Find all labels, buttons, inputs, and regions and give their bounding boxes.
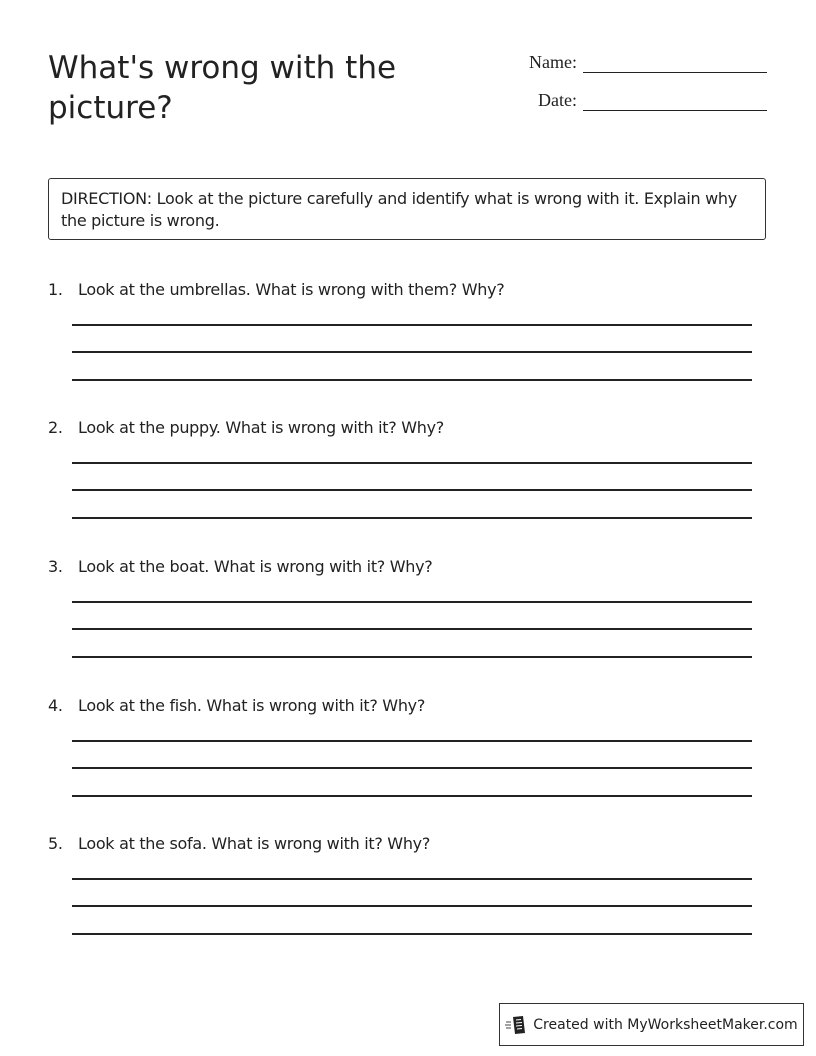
answer-line[interactable] bbox=[72, 489, 752, 491]
page-title: What's wrong with the picture? bbox=[48, 50, 397, 126]
answer-line[interactable] bbox=[72, 656, 752, 658]
question-3 bbox=[48, 556, 768, 578]
answer-line[interactable] bbox=[72, 351, 752, 353]
answer-line[interactable] bbox=[72, 767, 752, 769]
answer-line[interactable] bbox=[72, 933, 752, 935]
question-text: Look at the puppy. What is wrong with it? Why? bbox=[78, 418, 444, 437]
answer-line[interactable] bbox=[72, 324, 752, 326]
question-5 bbox=[48, 833, 768, 855]
question-2 bbox=[48, 417, 768, 439]
worksheet-logo-icon bbox=[505, 1014, 527, 1036]
name-field bbox=[500, 52, 767, 73]
answer-line[interactable] bbox=[72, 905, 752, 907]
question-4 bbox=[48, 695, 768, 717]
question-text: Look at the fish. What is wrong with it? Why? bbox=[78, 696, 426, 715]
name-label: Name: bbox=[529, 52, 577, 72]
footer-text: Created with MyWorksheetMaker.com bbox=[533, 1016, 798, 1033]
answer-line[interactable] bbox=[72, 878, 752, 880]
question-text: Look at the umbrellas. What is wrong with them? Why? bbox=[78, 280, 505, 299]
answer-line[interactable] bbox=[72, 601, 752, 603]
answer-line[interactable] bbox=[72, 379, 752, 381]
date-blank-line[interactable] bbox=[583, 96, 767, 111]
footer-credit bbox=[499, 1003, 804, 1046]
question-text: Look at the sofa. What is wrong with it? Why? bbox=[78, 834, 431, 853]
question-1 bbox=[48, 279, 768, 301]
answer-line[interactable] bbox=[72, 795, 752, 797]
answer-line[interactable] bbox=[72, 462, 752, 464]
answer-line[interactable] bbox=[72, 740, 752, 742]
question-text: Look at the boat. What is wrong with it? Why? bbox=[78, 557, 433, 576]
answer-line[interactable] bbox=[72, 628, 752, 630]
question-number: 5. bbox=[48, 834, 63, 853]
date-label: Date: bbox=[538, 90, 577, 110]
question-number: 2. bbox=[48, 418, 63, 437]
answer-line[interactable] bbox=[72, 517, 752, 519]
name-blank-line[interactable] bbox=[583, 58, 767, 73]
question-number: 4. bbox=[48, 696, 63, 715]
question-number: 3. bbox=[48, 557, 63, 576]
date-field bbox=[500, 90, 767, 111]
direction-box: DIRECTION: Look at the picture carefully and identify what is wrong with it. Explain why the picture is wrong. bbox=[48, 178, 766, 240]
question-number: 1. bbox=[48, 280, 63, 299]
